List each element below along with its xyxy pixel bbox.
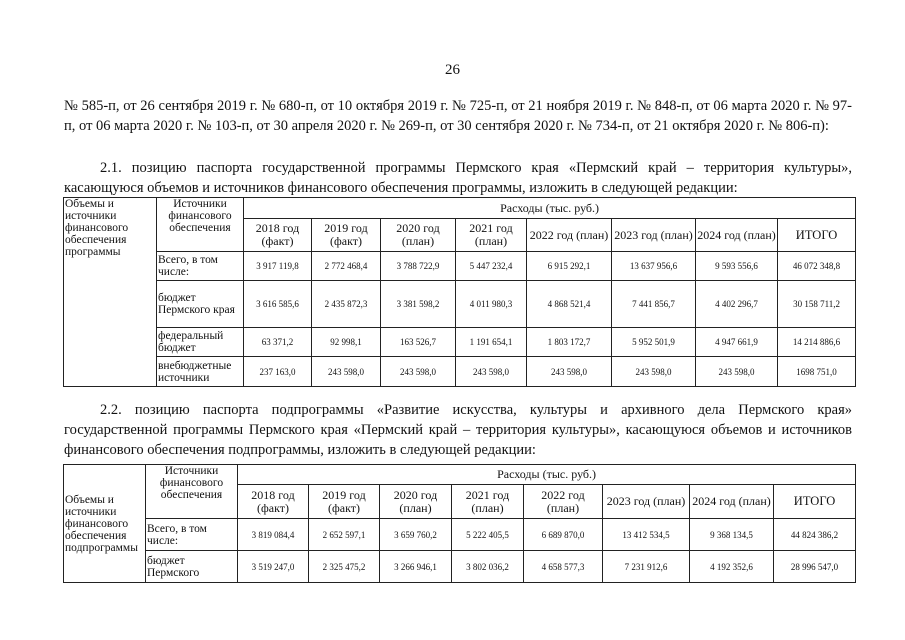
expenses-header: Расходы (тыс. руб.) — [238, 465, 856, 485]
table-cell: 1 191 654,1 — [456, 328, 527, 357]
table-cell: 2 325 475,2 — [309, 551, 380, 583]
year-header: 2023 год (план) — [612, 219, 696, 252]
table-row — [64, 519, 856, 551]
table-row — [64, 328, 856, 357]
table-cell: 3 819 084,4 — [238, 519, 309, 551]
table-cell: 4 192 352,6 — [690, 551, 774, 583]
table-cell: 4 947 661,9 — [696, 328, 778, 357]
year-header: 2020 год (план) — [381, 219, 456, 252]
year-header: 2022 год (план) — [524, 485, 603, 519]
table-row — [64, 252, 856, 281]
table-cell: 9 593 556,6 — [696, 252, 778, 281]
year-header: 2021 год (план) — [456, 219, 527, 252]
row-label: Всего, в том числе: — [146, 519, 238, 551]
table-cell: 243 598,0 — [696, 357, 778, 387]
table-cell: 92 998,1 — [312, 328, 381, 357]
table-cell: 4 402 296,7 — [696, 281, 778, 328]
table-cell: 28 996 547,0 — [774, 551, 856, 583]
table-cell: 3 381 598,2 — [381, 281, 456, 328]
table-cell: 3 802 036,2 — [452, 551, 524, 583]
table-cell: 4 868 521,4 — [527, 281, 612, 328]
row-label: федеральный бюджет — [157, 328, 244, 357]
table-cell: 7 441 856,7 — [612, 281, 696, 328]
year-header: 2019 год (факт) — [312, 219, 381, 252]
table-cell: 44 824 386,2 — [774, 519, 856, 551]
table-cell: 6 915 292,1 — [527, 252, 612, 281]
table-cell: 4 011 980,3 — [456, 281, 527, 328]
table-cell: 2 772 468,4 — [312, 252, 381, 281]
table-cell: 3 659 760,2 — [380, 519, 452, 551]
paragraph-2-1: 2.1. позицию паспорта государственной программы Пермского края «Пермский край – территория культуры», касающуюся объемов и источников финансового обеспечения программы, изложить в следующей редакции: — [64, 160, 852, 196]
year-header: 2018 год (факт) — [238, 485, 309, 519]
row-label: внебюджетные источники — [157, 357, 244, 387]
paragraph-2-2: 2.2. позицию паспорта подпрограммы «Развитие искусства, культуры и архивного дела Пермского края» государственной программы Пермского края «Пермский край – территория культуры», касающуюся объемов и источников финансового обеспечения подпрограммы, изложить в следующей редакции: — [64, 402, 852, 458]
table-cell: 30 158 711,2 — [778, 281, 856, 328]
total-header: ИТОГО — [774, 485, 856, 519]
table-cell: 13 637 956,6 — [612, 252, 696, 281]
table-cell: 9 368 134,5 — [690, 519, 774, 551]
total-header: ИТОГО — [778, 219, 856, 252]
expenses-header: Расходы (тыс. руб.) — [244, 198, 856, 219]
year-header: 2020 год (план) — [380, 485, 452, 519]
table-cell: 3 788 722,9 — [381, 252, 456, 281]
table-cell: 2 435 872,3 — [312, 281, 381, 328]
table-cell: 3 917 119,8 — [244, 252, 312, 281]
row-label-volumes: Объемы и источники финансового обеспечения программы — [64, 198, 157, 387]
table-cell: 4 658 577,3 — [524, 551, 603, 583]
table-cell: 3 616 585,6 — [244, 281, 312, 328]
table-cell: 3 266 946,1 — [380, 551, 452, 583]
source-header: Источники финансового обеспечения — [146, 465, 238, 519]
table-cell: 7 231 912,6 — [603, 551, 690, 583]
year-header: 2024 год (план) — [690, 485, 774, 519]
table-cell: 243 598,0 — [456, 357, 527, 387]
table-cell: 2 652 597,1 — [309, 519, 380, 551]
table-cell: 5 447 232,4 — [456, 252, 527, 281]
table-row — [64, 281, 856, 328]
table-cell: 243 598,0 — [381, 357, 456, 387]
paragraph-resolutions: № 585-п, от 26 сентября 2019 г. № 680-п, от 10 октября 2019 г. № 725-п, от 21 ноября 2019 г. № 848-п, от 06 марта 2020 г. № 97-п, от 06 марта 2020 г. № 103-п, от 30 апреля 2020 г. № 269-п, от 30 сентября 2020 г. № 734-п, от 21 октября 2020 г. № 806-п): — [64, 98, 852, 134]
table-cell: 6 689 870,0 — [524, 519, 603, 551]
table-cell: 5 222 405,5 — [452, 519, 524, 551]
year-header: 2022 год (план) — [527, 219, 612, 252]
table-cell: 1698 751,0 — [778, 357, 856, 387]
table-cell: 243 598,0 — [312, 357, 381, 387]
row-label: Всего, в том числе: — [157, 252, 244, 281]
table-cell: 46 072 348,8 — [778, 252, 856, 281]
page-number: 26 — [445, 62, 460, 78]
table-cell: 5 952 501,9 — [612, 328, 696, 357]
table-cell: 14 214 886,6 — [778, 328, 856, 357]
row-label: бюджет Пермского — [146, 551, 238, 583]
year-header: 2023 год (план) — [603, 485, 690, 519]
year-header: 2024 год (план) — [696, 219, 778, 252]
year-header: 2018 год (факт) — [244, 219, 312, 252]
row-label: бюджет Пермского края — [157, 281, 244, 328]
table-cell: 13 412 534,5 — [603, 519, 690, 551]
table-cell: 237 163,0 — [244, 357, 312, 387]
year-header: 2021 год (план) — [452, 485, 524, 519]
table-row — [64, 551, 856, 583]
table-cell: 1 803 172,7 — [527, 328, 612, 357]
table-cell: 63 371,2 — [244, 328, 312, 357]
row-label-volumes: Объемы и источники финансового обеспечения подпрограммы — [64, 465, 146, 583]
table-row — [64, 357, 856, 387]
source-header: Источники финансового обеспечения — [157, 198, 244, 252]
table-cell: 243 598,0 — [612, 357, 696, 387]
table-cell: 243 598,0 — [527, 357, 612, 387]
financing-table-subprogram — [63, 464, 856, 583]
table-cell: 3 519 247,0 — [238, 551, 309, 583]
table-cell: 163 526,7 — [381, 328, 456, 357]
year-header: 2019 год (факт) — [309, 485, 380, 519]
financing-table-program — [63, 197, 856, 387]
